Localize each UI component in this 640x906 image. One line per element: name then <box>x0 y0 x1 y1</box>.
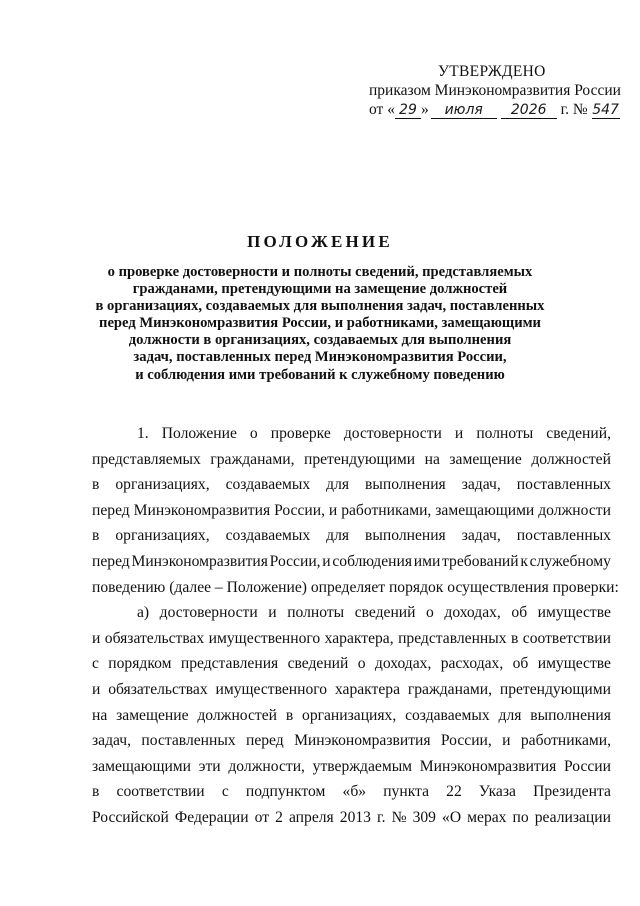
body-word: выполнения <box>365 476 446 494</box>
subtitle-line: о проверке достоверности и полноты сведений, представляемых <box>107 264 533 280</box>
handwritten-day: 29 <box>395 102 421 119</box>
document-title: ПОЛОЖЕНИЕ <box>247 232 393 251</box>
body-word: порядком <box>108 655 172 673</box>
body-word: служебному <box>529 552 611 570</box>
body-word: перед <box>92 552 130 570</box>
body-line <box>92 549 611 575</box>
body-line <box>92 523 611 549</box>
body-word: с <box>92 655 99 673</box>
body-word: России, <box>274 501 325 519</box>
body-line <box>92 626 611 652</box>
body-word: достоверности <box>343 425 442 442</box>
body-word: Российской <box>92 808 169 826</box>
body-word: и <box>322 552 331 570</box>
body-word: перед <box>92 501 130 519</box>
body-word: реализации <box>534 808 611 826</box>
body-word: представления <box>180 655 279 673</box>
body-word: подпунктом <box>245 783 326 801</box>
body-word: 309 <box>412 808 436 826</box>
body-word: и <box>92 680 101 698</box>
body-word: работниками, <box>341 501 432 519</box>
body-word: поставленных <box>516 527 611 545</box>
subtitle-line: задач, поставленных перед Минэкономразвития России, <box>133 349 507 366</box>
body-word: к <box>520 552 528 570</box>
body-word: доходах, <box>374 655 432 673</box>
body-line <box>92 805 611 831</box>
approved-label: УТВЕРЖДЕНО <box>438 63 546 80</box>
document-body <box>92 421 619 831</box>
body-word: замещающими <box>92 757 192 775</box>
body-word: характера <box>334 680 400 698</box>
body-line <box>92 447 611 473</box>
body-word: «б» <box>342 783 367 801</box>
body-line <box>92 728 611 754</box>
date-prefix: от « <box>369 101 395 118</box>
body-word: замещающими <box>435 501 535 519</box>
subtitle-line: перед Минэкономразвития России, и работниками, замещающими <box>99 315 541 332</box>
body-word: Минэкономразвития <box>294 732 431 750</box>
body-word: о <box>426 604 434 622</box>
body-word: работниками, <box>520 732 611 750</box>
body-word: создаваемых <box>225 476 311 494</box>
year-suffix: г. № <box>560 101 588 118</box>
body-word: России, <box>269 552 321 570</box>
body-word: для <box>326 476 350 494</box>
body-word: для <box>326 527 350 545</box>
body-line <box>92 498 611 524</box>
subtitle-line: и соблюдения ими требований к служебному поведению <box>135 366 505 383</box>
body-line <box>92 677 611 703</box>
body-line <box>92 779 611 805</box>
handwritten-order-number: 547 <box>592 102 619 118</box>
body-word: и <box>502 732 511 750</box>
body-word: и <box>92 629 101 647</box>
body-word: поставленных <box>516 476 611 494</box>
body-word: и <box>328 501 338 519</box>
body-word: сведений <box>287 655 349 673</box>
subtitle-line: должности в организациях, создаваемых для выполнения <box>128 332 512 349</box>
body-word: пункта <box>383 783 429 801</box>
body-word: замещение <box>449 450 522 468</box>
body-word: поставленных <box>141 732 236 750</box>
body-word: № <box>391 808 407 826</box>
body-word: России, <box>440 732 492 750</box>
body-word: полноты <box>287 604 345 622</box>
body-word: и <box>268 604 277 622</box>
body-word: имущественного <box>215 680 328 698</box>
body-word: по <box>512 808 529 826</box>
body-line <box>92 472 611 498</box>
body-word: гражданами, <box>407 680 492 698</box>
body-word: перед <box>245 732 284 750</box>
body-word: сведений, <box>546 425 611 442</box>
body-word: создаваемых <box>405 706 490 724</box>
body-word: на <box>424 450 440 468</box>
body-word: задач, <box>92 732 132 750</box>
body-line <box>92 754 611 780</box>
subtitle-line: в организациях, создаваемых для выполнения задач, поставленных <box>95 298 545 315</box>
body-word: утверждаемым <box>312 757 413 775</box>
body-word: задач, <box>461 476 501 494</box>
body-word: должности <box>538 501 611 519</box>
body-word: организациях, <box>115 527 210 545</box>
body-word: от <box>254 808 270 826</box>
body-word: должностей <box>531 450 611 468</box>
subtitle-line: гражданами, претендующими на замещение должностей <box>132 281 508 298</box>
body-word: имуществе <box>537 604 611 622</box>
body-word: о <box>249 425 258 442</box>
body-word: представляемых <box>92 450 201 468</box>
body-word: достоверности <box>159 604 258 622</box>
body-word: 1. <box>137 425 149 442</box>
body-word: должностей <box>197 706 277 724</box>
body-word: проверке <box>270 425 331 442</box>
body-word: апреля <box>288 808 334 826</box>
body-word: полноты <box>476 425 534 442</box>
body-word: об <box>511 604 528 622</box>
body-word: представленных <box>398 629 507 647</box>
body-word: соответствии <box>522 629 611 647</box>
document-subtitle <box>90 264 550 384</box>
body-word: на <box>92 706 108 724</box>
body-word: «О <box>442 808 462 826</box>
body-word: гражданами, <box>210 450 295 468</box>
body-word: России <box>563 757 611 775</box>
body-word: замещение <box>116 706 189 724</box>
body-word: поведению (далее – Положение) определяет порядок осуществления проверки: <box>92 578 619 596</box>
body-word: характера, <box>324 629 394 647</box>
body-word: для <box>498 706 522 724</box>
body-word: сведений <box>354 604 416 622</box>
body-word: Указа <box>478 783 516 801</box>
handwritten-year: 2026 <box>501 102 557 119</box>
body-word: в <box>510 629 519 647</box>
body-word: в <box>92 527 100 545</box>
body-line <box>92 600 611 626</box>
body-word: имущественного <box>208 629 321 647</box>
body-word: задач, <box>461 527 501 545</box>
body-word: в <box>92 783 100 801</box>
body-word: 22 <box>446 783 462 801</box>
body-line <box>92 421 611 447</box>
body-word: 2013 <box>339 808 371 826</box>
body-word: расходах, <box>440 655 504 673</box>
body-word: соответствии <box>116 783 205 801</box>
body-word: ими <box>413 552 441 570</box>
body-word: об <box>512 655 529 673</box>
body-line <box>92 651 611 677</box>
body-word: в <box>92 476 100 494</box>
body-word: требований <box>442 552 519 570</box>
body-word: доходах, <box>444 604 501 622</box>
body-word: Федерации <box>174 808 249 826</box>
body-word: г. <box>377 808 386 826</box>
body-word: претендующими <box>303 450 416 468</box>
body-word: выполнения <box>530 706 611 724</box>
body-word: обязательствах <box>108 680 208 698</box>
body-word: выполнения <box>365 527 446 545</box>
body-line <box>92 703 611 729</box>
body-word: Минэкономразвития <box>131 552 268 570</box>
body-word: претендующими <box>499 680 611 698</box>
body-word: Минэкономразвития <box>133 501 271 519</box>
body-word: эти <box>198 757 221 775</box>
body-word: Президента <box>533 783 611 801</box>
body-word: организациях, <box>115 476 210 494</box>
body-word: в <box>285 706 294 724</box>
body-word: мерах <box>467 808 507 826</box>
body-word: Минэкономразвития <box>419 757 557 775</box>
order-by-text: приказом Минэкономразвития России <box>369 82 621 99</box>
handwritten-month: июля <box>431 102 497 119</box>
body-word: должности, <box>228 757 305 775</box>
body-word: с <box>221 783 229 801</box>
body-word: организациях, <box>302 706 397 724</box>
date-day-close: » <box>420 101 429 118</box>
body-word: обязательствах <box>104 629 205 647</box>
body-word: соблюдения <box>332 552 413 570</box>
approval-block <box>369 62 629 119</box>
body-word: о <box>357 655 366 673</box>
body-word: а) <box>137 604 150 622</box>
body-line <box>92 575 619 601</box>
body-word: имуществе <box>537 655 611 673</box>
body-word: создаваемых <box>225 527 311 545</box>
body-word: и <box>454 425 464 442</box>
body-word: 2 <box>275 808 283 826</box>
order-date-line <box>369 100 629 119</box>
body-word: Положение <box>161 425 237 442</box>
